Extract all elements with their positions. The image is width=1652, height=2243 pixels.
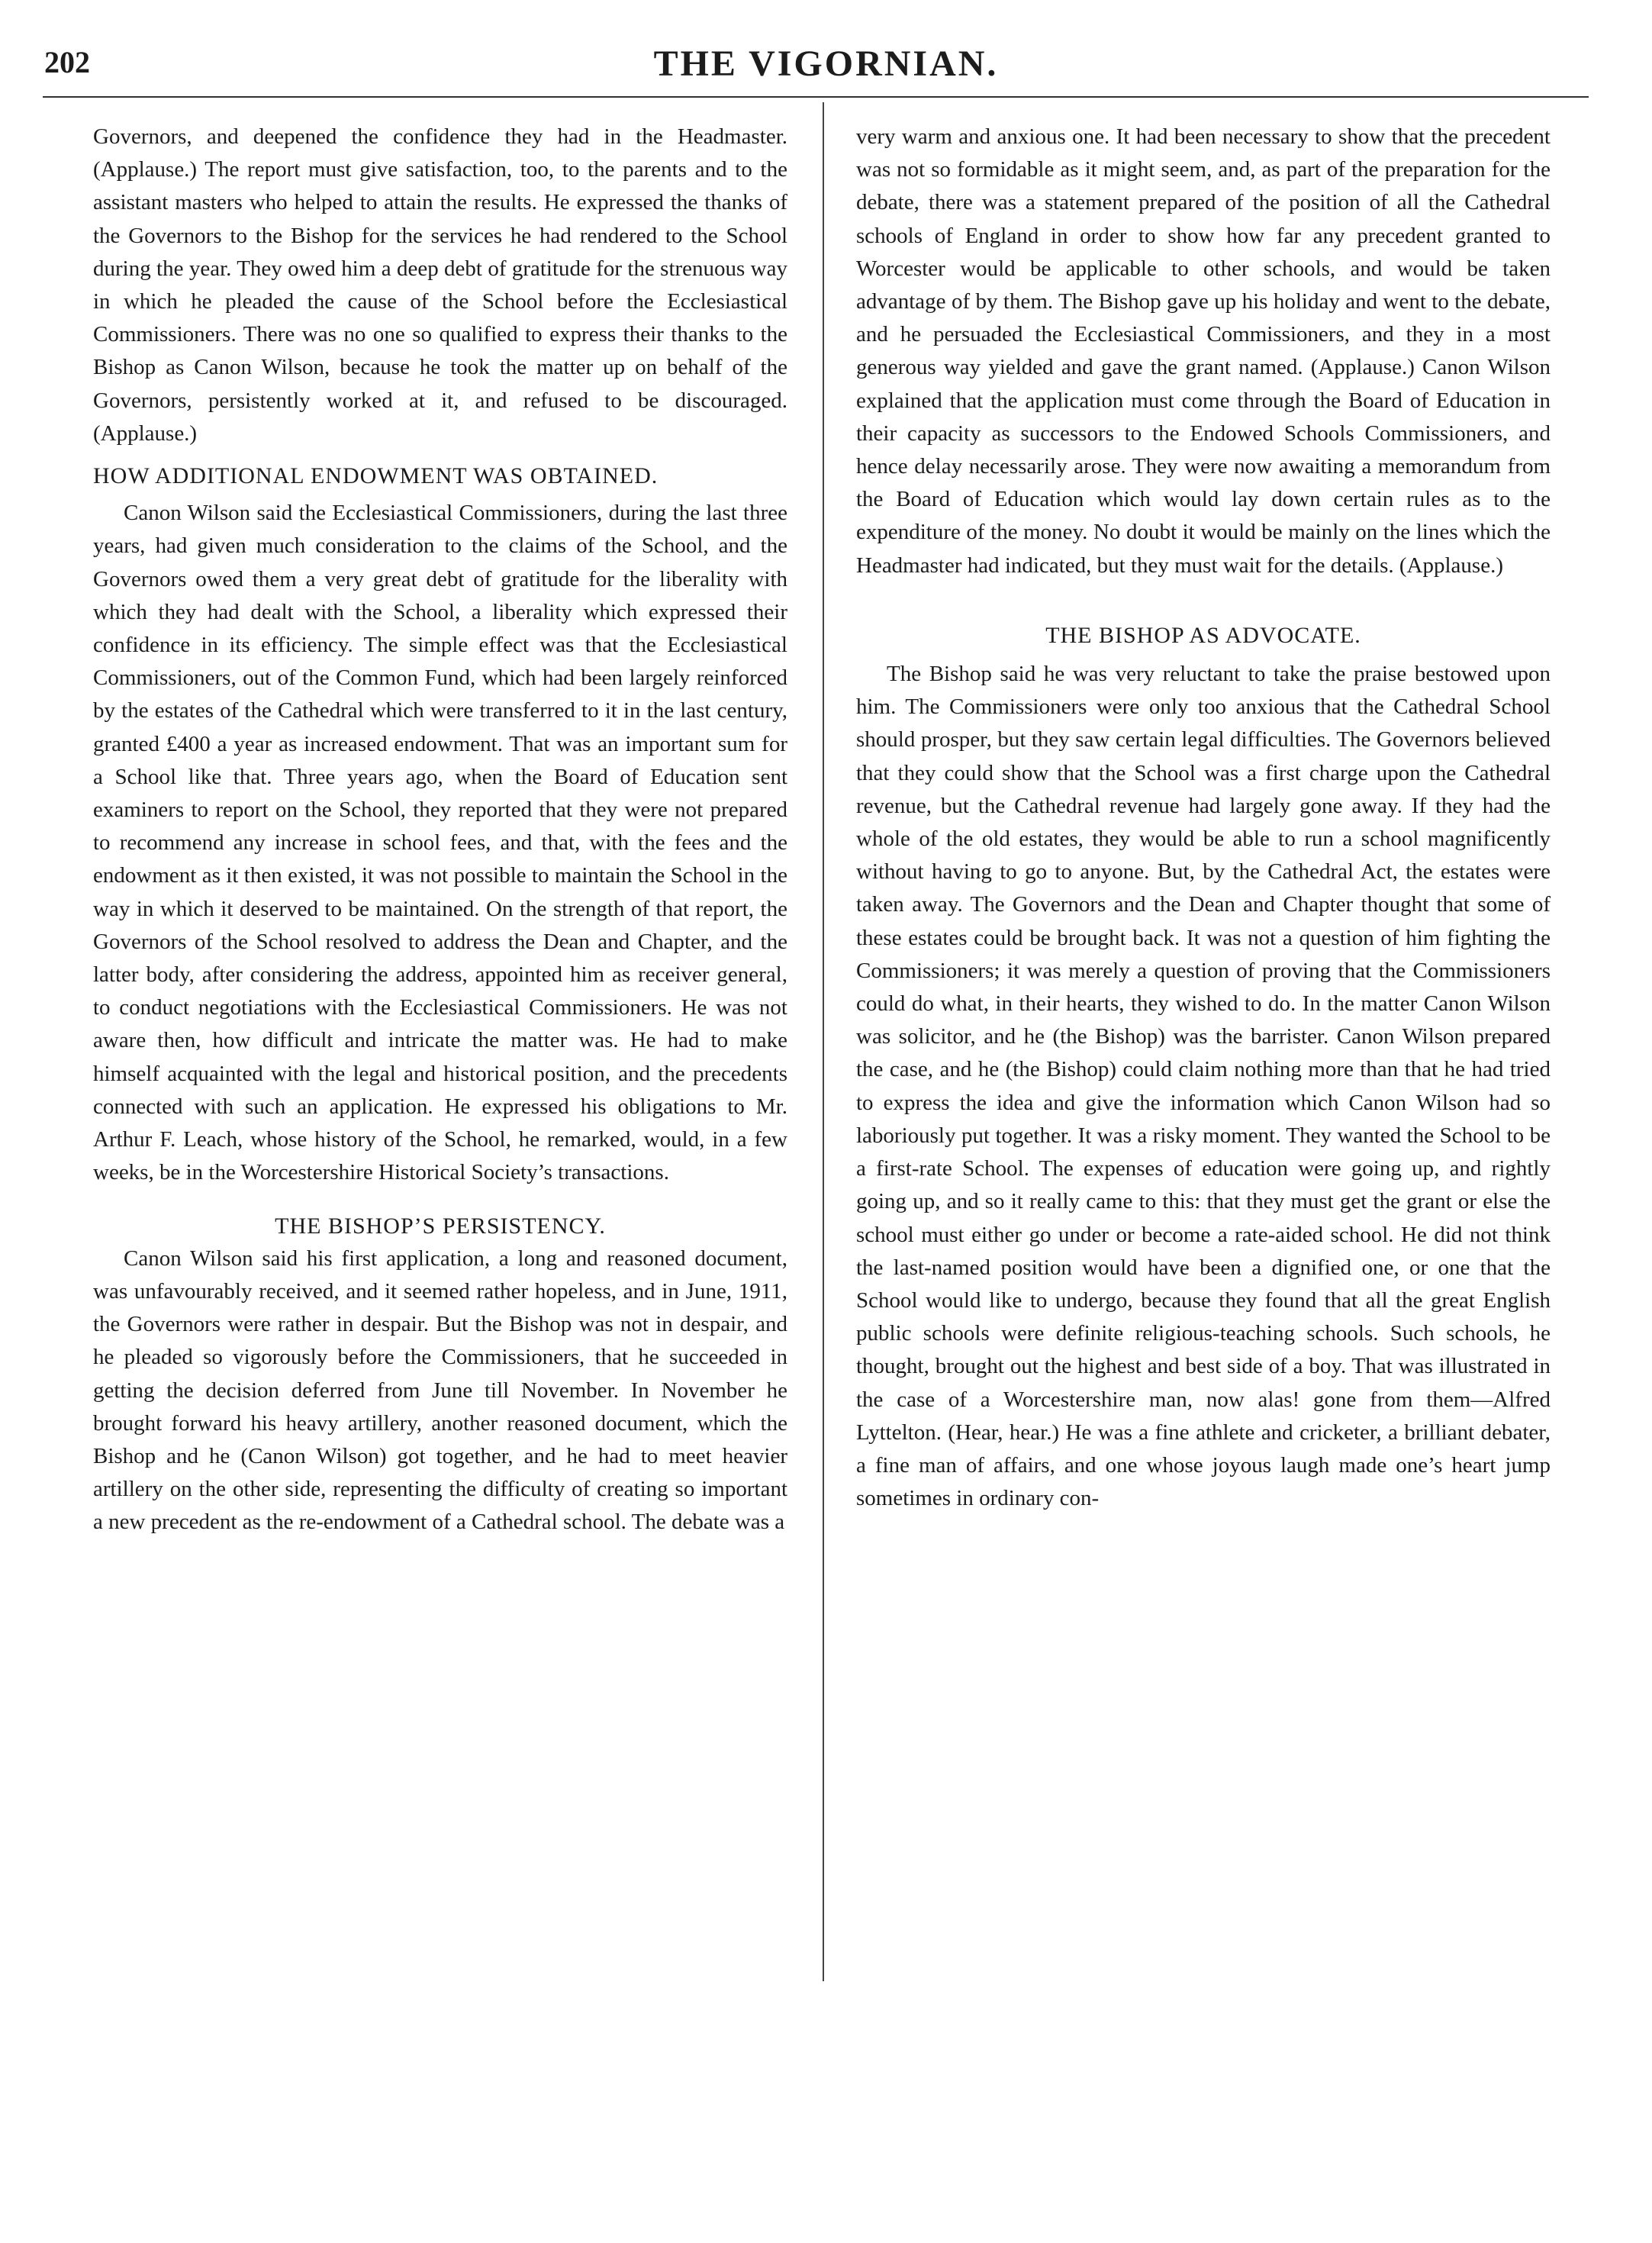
left-column [93,121,787,1539]
right-opening-paragraph: very warm and anxious one. It had been necessary to show that the precedent was not so formidable as it might seem, and, as part of the preparation for the debate, there was a statement prepared of the position of all the Cathedral schools of England in order to show how far any precedent granted to Worcester would be applicable to other schools, and would be taken advantage of by them. The Bishop gave up his holiday and went to the debate, and he persuaded the Ecclesiastical Commissioners, and they in a most generous way yielded and gave the grant named. (Applause.) Canon Wilson explained that the application must come through the Board of Education in their capacity as successors to the Endowed Schools Commissioners, and hence delay necessarily arose. They were now awaiting a memorandum from the Board of Education which would lay down certain rules as to the expenditure of the money. No doubt it would be mainly on the lines which the Headmaster had indicated, but they must wait for the details. (Applause.) [856,124,1551,578]
running-head-title: THE VIGORNIAN. [653,44,999,84]
persistency-paragraph: Canon Wilson said his first application, a long and reasoned document, was unfavourably received, and it seemed rather hopeless, and in June, 1911, the Governors were rather in despair. But the Bishop was not in despair, and he pleaded so vigorously before the Commissioners, that he succeeded in getting the decision deferred from June till November. In November he brought forward his heavy artillery, another reasoned document, which the Bishop and he (Canon Wilson) got together, and he had to meet heavier artillery on the other side, representing the difficulty of creating so important a new precedent as the re-endowment of a Cathedral school. The debate was a [93,1246,787,1535]
advocate-paragraph: The Bishop said he was very reluctant to take the praise bestowed upon him. The Commissioners were only too anxious that the Cathedral School should prosper, but they saw certain legal difficulties. The Governors believed that they could show that the School was a first charge upon the Cathedral revenue, but the Cathedral revenue had largely gone away. If they had the whole of the old estates, they would be able to run a school magnificently without having to go to anyone. But, by the Cathedral Act, the estates were taken away. The Governors and the Dean and Chapter thought that some of these estates could be brought back. It was not a question of him fighting the Commissioners; it was merely a question of proving that the Commissioners could do what, in their hearts, they wished to do. In the matter Canon Wilson was solicitor, and he (the Bishop) was the barrister. Canon Wilson prepared the case, and he (the Bishop) could claim nothing more than that he had tried to express the idea and give the information which Canon Wilson had so laboriously put together. It was a risky moment. They wanted the School to be a first-rate School. The expenses of education were going up, and rightly going up, and so it really came to this: that they must get the grant or else the school must either go under or become a rate-aided school. He did not think the last-named position would have been a dignified one, or one that the School would like to undergo, because they found that all the great English public schools were definite religious-teaching schools. Such schools, he thought, brought out the highest and best side of a boy. That was illustrated in the case of a Worcestershire man, now alas! gone from them—Alfred Lyttelton. (Hear, hear.) He was a fine athlete and cricketer, a brilliant debater, a fine man of affairs, and one whose joyous laugh made one’s heart jump sometimes in ordinary con- [856,662,1551,1511]
left-opening-paragraph: Governors, and deepened the confidence they had in the Headmaster. (Applause.) The report must give satisfaction, too, to the parents and to the assistant masters who helped to attain the results. He expressed the thanks of the Governors to the Bishop for the services he had rendered to the School during the year. They owed him a deep debt of gratitude for the strenuous way in which he pleaded the cause of the School before the Ecclesiastical Commissioners. There was no one so qualified to express their thanks to the Bishop as Canon Wilson, because he took the matter up on behalf of the Governors, persistently worked at it, and refused to be discouraged. (Applause.) [93,124,787,446]
section-heading-persistency: THE BISHOP’S PERSISTENCY. [275,1213,606,1239]
endowment-paragraph: Canon Wilson said the Ecclesiastical Commissioners, during the last three years, had given much consideration to the claims of the School, and the Governors owed them a very great debt of gratitude for the liberality with which they had dealt with the School, a liberality which expressed their confidence in its efficiency. The simple effect was that the Ecclesiastical Commissioners, out of the Common Fund, which had been largely reinforced by the estates of the Cathedral which were transferred to it in the last century, granted £400 a year as increased endowment. That was an important sum for a School like that. Three years ago, when the Board of Education sent examiners to report on the School, they reported that they were not prepared to recommend any increase in school fees, and that, with the fees and the endowment as it then existed, it was not possible to maintain the School in the way in which it deserved to be maintained. On the strength of that report, the Governors of the School resolved to address the Dean and Chapter, and the latter body, after considering the address, appointed him as receiver general, to conduct negotiations with the Ecclesiastical Commissioners. He was not aware then, how difficult and intricate the matter was. He had to make himself acquainted with the legal and historical position, and the precedents connected with such an application. He expressed his obligations to Mr. Arthur F. Leach, whose history of the School, he remarked, would, in a few weeks, be in the Worcestershire Historical Society’s transactions. [93,501,787,1185]
page-number: 202 [44,45,90,79]
right-column [856,121,1551,1515]
section-heading-endowment: HOW ADDITIONAL ENDOWMENT WAS OBTAINED. [93,463,659,489]
column-divider [823,102,824,1981]
header-rule [43,96,1589,98]
section-heading-advocate: THE BISHOP AS ADVOCATE. [1045,622,1361,648]
